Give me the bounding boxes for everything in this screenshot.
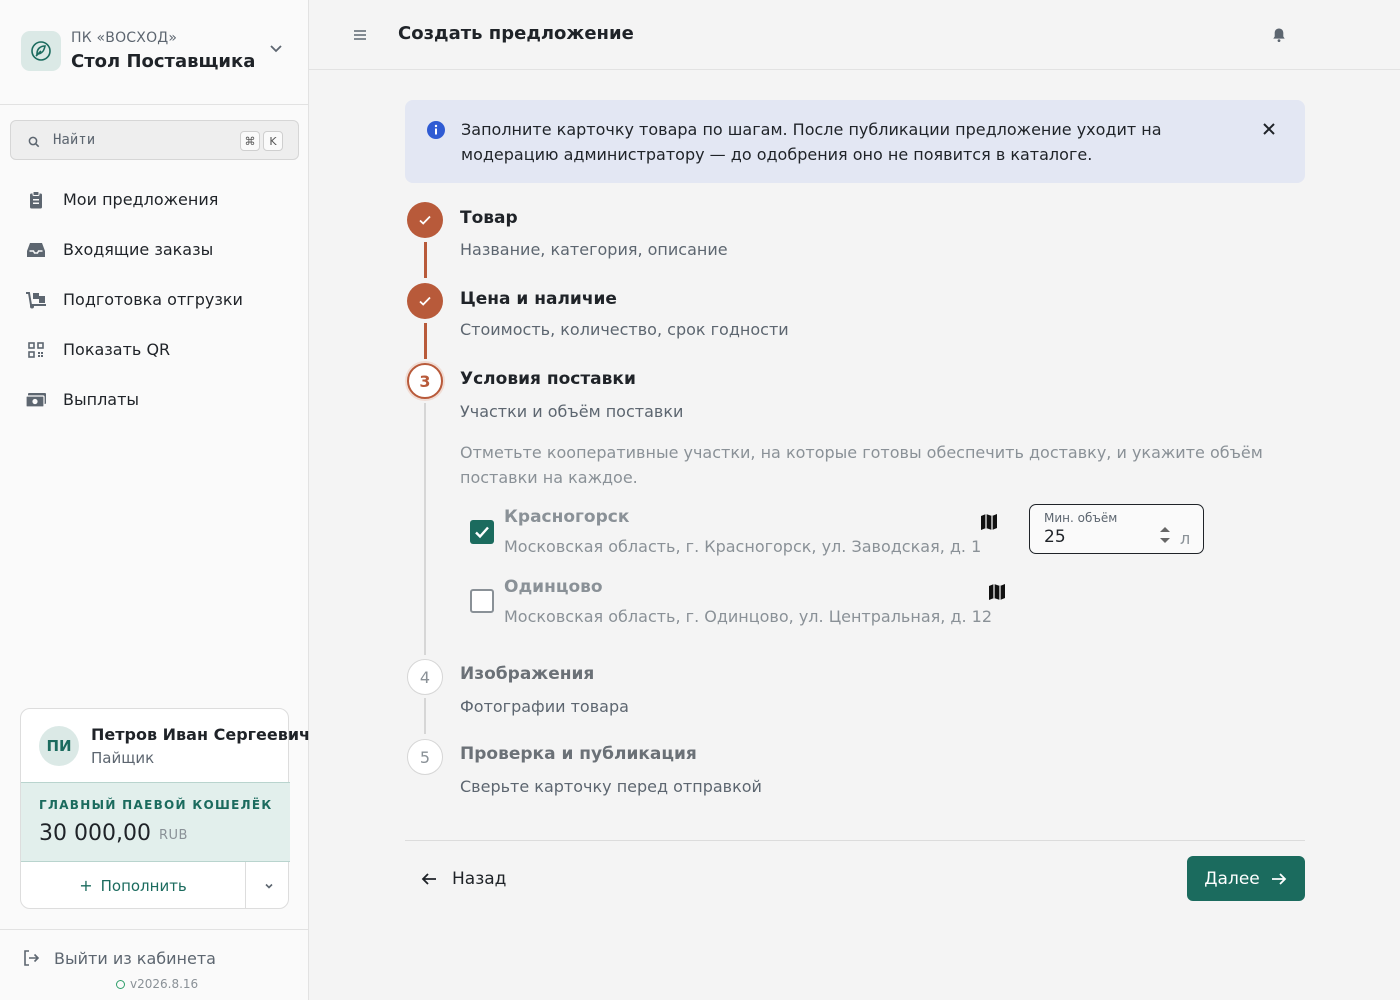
topup-button[interactable]: [21, 862, 246, 909]
info-alert: [405, 100, 1305, 183]
step-connector: [424, 323, 427, 359]
map-icon[interactable]: [988, 582, 1008, 602]
arrow-left-icon: [420, 870, 438, 888]
divider: [0, 929, 308, 930]
site-checkbox-krasnogorsk[interactable]: [470, 520, 494, 544]
min-volume-input[interactable]: [1044, 527, 1144, 547]
user-role: Пайщик: [91, 749, 155, 767]
step-5-subtitle: Сверьте карточку перед отправкой: [460, 777, 762, 796]
user-card: [20, 708, 311, 909]
user-name: Петров Иван Сергеевич: [91, 725, 311, 744]
step-2-title: Цена и наличие: [460, 289, 617, 309]
sidebar-nav: [0, 174, 308, 424]
sidebar-item-incoming-orders[interactable]: [0, 224, 308, 274]
status-dot-icon: [116, 980, 125, 989]
wallet-balance: 30 000,00: [39, 821, 151, 846]
step-3-number[interactable]: 3: [407, 363, 443, 399]
sidebar-item-label: Входящие заказы: [63, 239, 214, 259]
back-label: Назад: [452, 869, 507, 889]
logout-button[interactable]: [22, 946, 216, 970]
step-3-subtitle: Участки и объём поставки: [460, 402, 684, 421]
avatar[interactable]: ПИ: [39, 726, 79, 766]
inbox-icon: [26, 241, 46, 259]
bell-icon[interactable]: [1270, 26, 1288, 44]
step-connector: [424, 698, 426, 734]
sidebar-item-label: Показать QR: [63, 339, 171, 359]
min-volume-unit: л: [1180, 529, 1191, 548]
coop-logo-icon: [21, 31, 61, 71]
sidebar-item-shipment-prep[interactable]: [0, 274, 308, 324]
clipboard-icon: [26, 191, 46, 209]
sidebar-item-my-offers[interactable]: [0, 174, 308, 224]
checkmark-icon: [470, 520, 494, 544]
step-connector: [424, 242, 427, 278]
chevron-down-icon: [263, 880, 275, 892]
step-2-subtitle: Стоимость, количество, срок годности: [460, 320, 789, 339]
step-2-check-icon[interactable]: [407, 283, 443, 319]
number-stepper-icon[interactable]: [1158, 523, 1172, 547]
arrow-right-icon: [1270, 870, 1288, 888]
next-button[interactable]: [1187, 856, 1305, 901]
logout-icon: [22, 949, 40, 967]
shortcut-mod-key: ⌘: [240, 131, 260, 151]
sidebar-item-label: Выплаты: [63, 389, 140, 409]
version-text: v2026.8.16: [130, 977, 199, 991]
step-4-title: Изображения: [460, 664, 595, 684]
site-address: Московская область, г. Одинцово, ул. Центральная, д. 12: [504, 607, 993, 626]
min-volume-field[interactable]: [1029, 504, 1204, 554]
delivery-description: Отметьте кооперативные участки, на которые готовы обеспечить доставку, и укажите объём поставки на каждое.: [460, 443, 1263, 487]
wallet-currency: RUB: [159, 828, 188, 843]
qr-code-icon: [26, 341, 46, 359]
site-address: Московская область, г. Красногорск, ул. Заводская, д. 1: [504, 537, 982, 556]
shortcut-k-key: K: [263, 131, 283, 151]
site-row-odintsovo: [470, 577, 1030, 637]
site-row-krasnogorsk: [470, 507, 1030, 567]
money-icon: [26, 391, 46, 409]
sidebar-item-payouts[interactable]: [0, 374, 308, 424]
step-5-title: Проверка и публикация: [460, 744, 697, 764]
sidebar-item-show-qr[interactable]: [0, 324, 308, 374]
divider: [405, 840, 1305, 841]
step-connector: [424, 403, 426, 655]
map-icon[interactable]: [980, 512, 1000, 532]
wallet-menu-button[interactable]: [247, 862, 290, 909]
sidebar-item-label: Подготовка отгрузки: [63, 289, 243, 309]
page-title: Создать предложение: [398, 23, 634, 44]
wallet-label: ГЛАВНЫЙ ПАЕВОЙ КОШЕЛЁК: [39, 798, 273, 812]
close-icon[interactable]: [1260, 120, 1278, 138]
plus-icon: +: [79, 876, 93, 895]
chevron-down-icon[interactable]: [268, 40, 284, 56]
step-4-number[interactable]: 4: [407, 659, 443, 695]
step-5-number[interactable]: 5: [407, 739, 443, 775]
alert-message: Заполните карточку товара по шагам. После публикации предложение уходит на модерацию администратору — до одобрения оно не появится в каталоге.: [461, 120, 1162, 164]
top-bar: [309, 0, 1400, 70]
theme-toggle-moon-icon[interactable]: [1326, 21, 1354, 49]
app-title: Стол Поставщика: [71, 51, 256, 72]
min-volume-label: Мин. объём: [1044, 511, 1118, 525]
sidebar-item-label: Мои предложения: [63, 189, 219, 209]
site-name: Одинцово: [504, 577, 603, 597]
search-icon: [27, 134, 41, 148]
search-placeholder: Найти: [53, 132, 96, 148]
step-1-subtitle: Название, категория, описание: [460, 240, 728, 259]
hamburger-menu-icon[interactable]: [351, 26, 369, 44]
search-input[interactable]: [10, 120, 299, 160]
sidebar: [0, 0, 309, 1000]
step-1-title: Товар: [460, 208, 518, 228]
org-switcher[interactable]: [0, 0, 308, 105]
logout-label: Выйти из кабинета: [54, 948, 216, 968]
coop-name: ПК «ВОСХОД»: [71, 30, 178, 46]
step-1-check-icon[interactable]: [407, 202, 443, 238]
next-label: Далее: [1204, 868, 1260, 889]
back-button[interactable]: [420, 862, 506, 896]
app-version: [116, 977, 198, 991]
wallet-panel: [21, 782, 290, 862]
site-name: Красногорск: [504, 507, 630, 527]
info-icon: [426, 120, 446, 140]
step-4-subtitle: Фотографии товара: [460, 697, 629, 716]
site-checkbox-odintsovo[interactable]: [470, 589, 494, 613]
topup-label: Пополнить: [100, 876, 187, 895]
dolly-icon: [26, 291, 46, 309]
step-3-title: Условия поставки: [460, 369, 636, 389]
